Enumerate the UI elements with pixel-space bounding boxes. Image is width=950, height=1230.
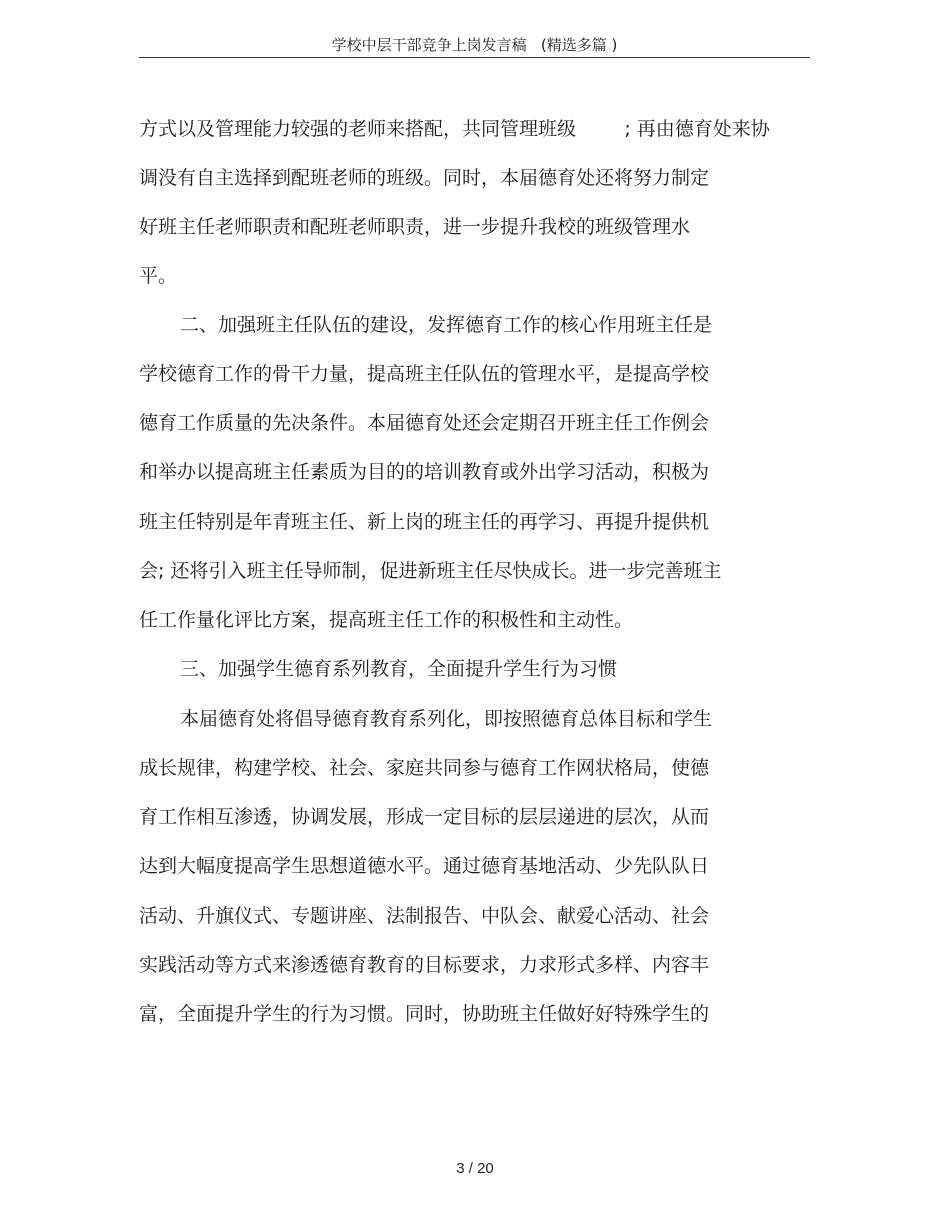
body-line: 会; 还将引入班主任导师制，促进新班主任尽快成长。进一步完善班主 bbox=[139, 560, 722, 582]
body-line: 二、加强班主任队伍的建设，发挥德育工作的核心作用班主任是 bbox=[180, 314, 713, 336]
body-line: 德育工作质量的先决条件。本届德育处还会定期召开班主任工作例会 bbox=[139, 412, 710, 434]
body-line: 本届德育处将倡导德育教育系列化，即按照德育总体目标和学生 bbox=[180, 708, 713, 730]
body-line: 班主任特别是年青班主任、新上岗的班主任的再学习、再提升提供机 bbox=[139, 511, 710, 533]
body-line: 富，全面提升学生的行为习惯。同时，协助班主任做好好特殊学生的 bbox=[139, 1003, 710, 1025]
page-header-title: 学校中层干部竞争上岗发言稿 (精选多篇 ) bbox=[331, 36, 618, 54]
page-number: 3 / 20 bbox=[456, 1160, 494, 1177]
body-line: 平。 bbox=[139, 265, 178, 287]
body-line: 实践活动等方式来渗透德育教育的目标要求，力求形式多样、内容丰 bbox=[139, 954, 710, 976]
body-line: 和举办以提高班主任素质为目的的培训教育或外出学习活动，积极为 bbox=[139, 461, 710, 483]
body-line: 方式以及管理能力较强的老师来搭配，共同管理班级 ; 再由德育处来协 bbox=[139, 118, 770, 140]
body-line: 成长规律，构建学校、社会、家庭共同参与德育工作网状格局，使德 bbox=[139, 757, 710, 779]
body-line: 任工作量化评比方案，提高班主任工作的积极性和主动性。 bbox=[139, 609, 634, 631]
body-line: 调没有自主选择到配班老师的班级。同时，本届德育处还将努力制定 bbox=[139, 167, 710, 189]
body-line: 好班主任老师职责和配班老师职责，进一步提升我校的班级管理水 bbox=[139, 216, 691, 238]
body-line: 达到大幅度提高学生思想道德水平。通过德育基地活动、少先队队日 bbox=[139, 855, 710, 877]
section-heading: 三、加强学生德育系列教育，全面提升学生行为习惯 bbox=[180, 658, 618, 680]
body-line: 学校德育工作的骨干力量，提高班主任队伍的管理水平，是提高学校 bbox=[139, 363, 710, 385]
body-line: 活动、升旗仪式、专题讲座、法制报告、中队会、献爱心活动、社会 bbox=[139, 905, 710, 927]
body-line: 育工作相互渗透，协调发展，形成一定目标的层层递进的层次，从而 bbox=[139, 806, 710, 828]
